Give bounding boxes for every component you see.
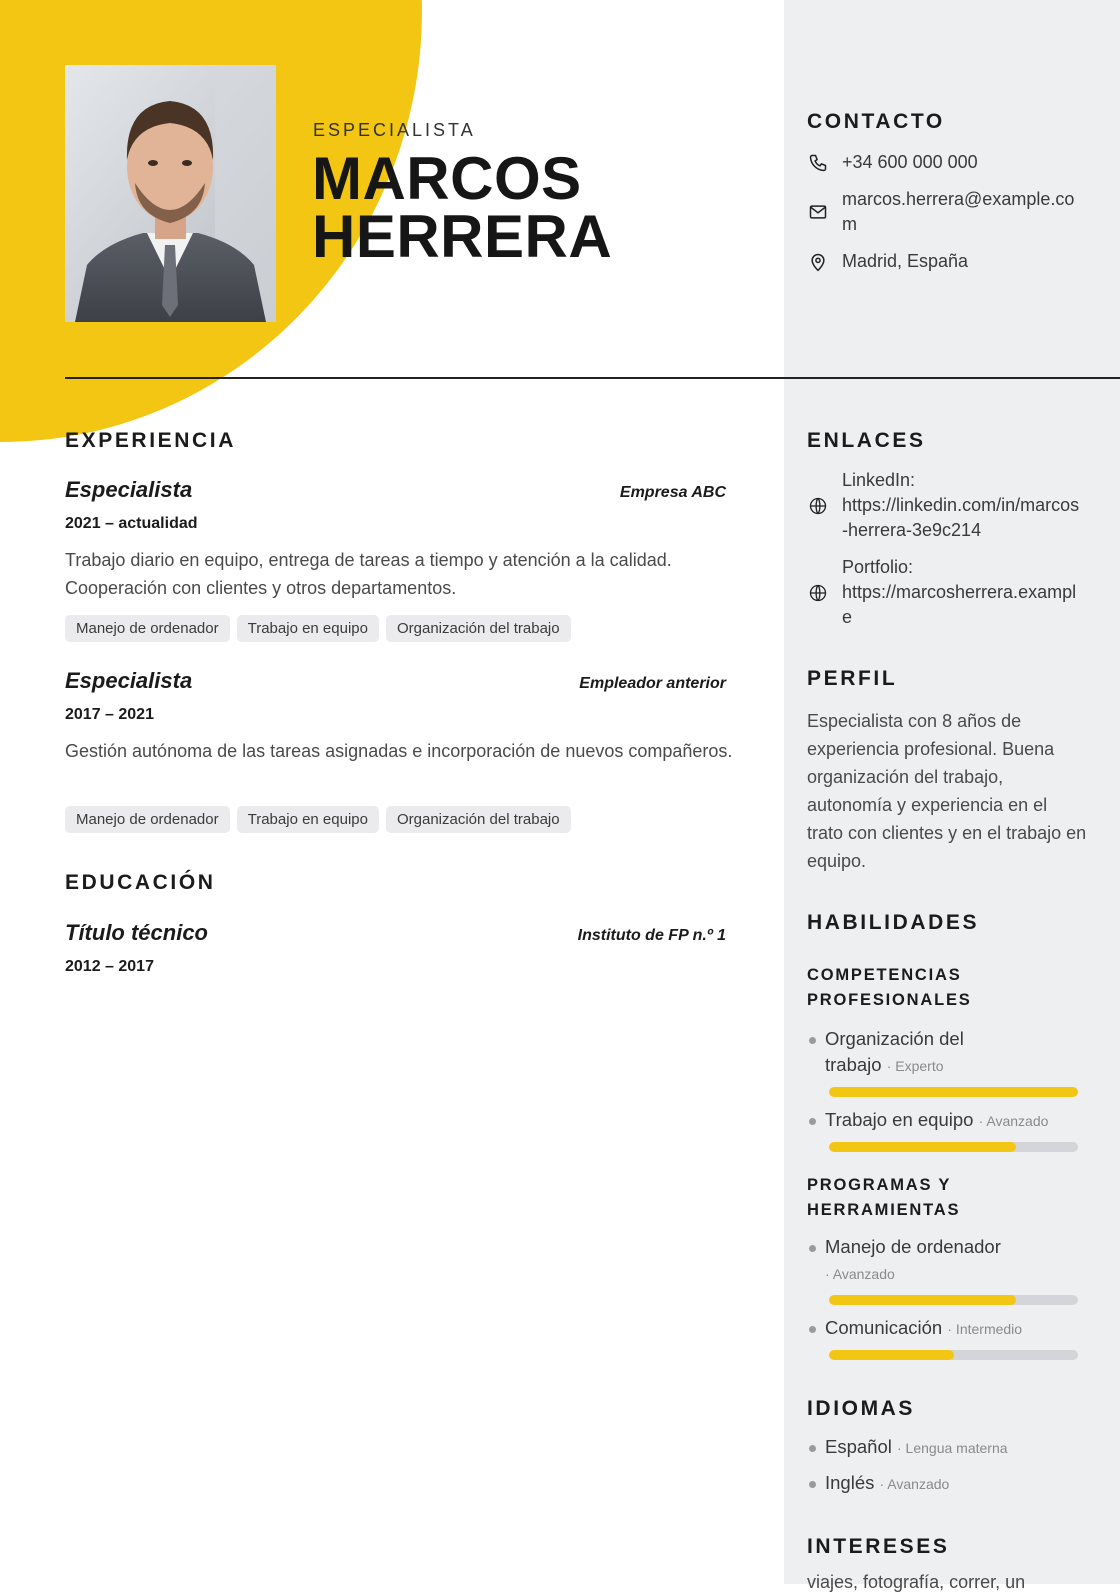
bullet-dot: [809, 1326, 816, 1333]
skill-level: · Experto: [886, 1058, 944, 1074]
section-title-education: EDUCACIÓN: [65, 871, 216, 894]
skill-level-bar: [829, 1142, 1078, 1152]
section-title-profile: PERFIL: [807, 667, 898, 690]
skill-level-bar: [829, 1295, 1078, 1305]
job-description: Trabajo diario en equipo, entrega de tareas a tiempo y atención a la calidad. Cooperación con clientes y otros departamentos.: [65, 550, 672, 598]
bullet-dot: [809, 1481, 816, 1488]
skill-level: · Avanzado: [978, 1113, 1049, 1129]
contact-location: [807, 249, 1082, 274]
skill-level: · Intermedio: [947, 1321, 1023, 1337]
skill-item: [807, 1107, 1079, 1152]
skill-tag: Manejo de ordenador: [65, 615, 230, 642]
contact-location-text: Madrid, España: [842, 251, 969, 271]
globe-icon: [807, 582, 829, 604]
language-level: · Avanzado: [879, 1476, 950, 1492]
first-name: MARCOS: [312, 145, 582, 212]
contact-phone[interactable]: [807, 150, 1082, 175]
skill-name: Trabajo en equipo: [825, 1109, 974, 1130]
job-dates: 2021 – actualidad: [65, 515, 198, 532]
link-url[interactable]: https://linkedin.com/in/marcos-herrera-3e9c214: [842, 495, 1080, 540]
link-portfolio[interactable]: [807, 555, 1082, 630]
skill-item: [807, 1026, 1079, 1097]
skill-level: · Avanzado: [825, 1266, 895, 1282]
person-name: [312, 145, 613, 270]
location-pin-icon: [807, 251, 829, 273]
last-name: HERRERA: [312, 203, 613, 270]
skill-tag: Organización del trabajo: [386, 615, 571, 642]
job-description: Gestión autónoma de las tareas asignadas e incorporación de nuevos compañeros.: [65, 741, 733, 761]
skill-level-bar: [829, 1350, 1078, 1360]
skill-tag: Organización del trabajo: [386, 806, 571, 833]
job-tags: [65, 615, 571, 642]
link-label: Portfolio:: [842, 557, 914, 577]
section-title-skills: HABILIDADES: [807, 911, 980, 934]
language-name: Español: [825, 1436, 892, 1457]
skill-level-fill: [829, 1350, 954, 1360]
education-degree: Título técnico: [65, 920, 208, 945]
bullet-dot: [809, 1445, 816, 1452]
profile-text: Especialista con 8 años de experiencia profesional. Buena organización del trabajo, autonomía y experiencia en el trato con clientes y en el trabajo en equipo.: [807, 711, 1087, 871]
contact-phone-text: +34 600 000 000: [842, 152, 978, 172]
language-level: · Lengua materna: [897, 1440, 1008, 1456]
job-company: Empleador anterior: [579, 675, 726, 692]
section-title-languages: IDIOMAS: [807, 1397, 916, 1420]
contact-email[interactable]: [807, 187, 1082, 237]
contact-email-text: marcos.herrera@example.com: [842, 189, 1075, 234]
skill-tag: Manejo de ordenador: [65, 806, 230, 833]
skill-name: Manejo de ordenador: [825, 1236, 1001, 1257]
language-item: [807, 1434, 1079, 1461]
link-url[interactable]: https://marcosherrera.example: [842, 582, 1077, 627]
globe-icon: [807, 495, 829, 517]
headline-role: ESPECIALISTA: [313, 120, 476, 140]
education-school: Instituto de FP n.º 1: [577, 927, 726, 944]
job-company: Empresa ABC: [619, 484, 726, 501]
profile-photo: [65, 65, 276, 322]
section-title-contact: CONTACTO: [807, 110, 945, 133]
job-dates: 2017 – 2021: [65, 706, 154, 723]
language-item: [807, 1470, 1079, 1497]
skill-level-fill: [829, 1142, 1016, 1152]
bullet-dot: [809, 1037, 816, 1044]
skill-name: Comunicación: [825, 1317, 943, 1338]
bullet-dot: [809, 1245, 816, 1252]
bullet-dot: [809, 1118, 816, 1125]
education-dates: 2012 – 2017: [65, 958, 154, 975]
skill-name: Organización del trabajo: [825, 1028, 964, 1075]
job-role: Especialista: [65, 668, 193, 693]
skill-group-title: PROGRAMAS Y HERRAMIENTAS: [807, 1176, 961, 1219]
job-role: Especialista: [65, 477, 193, 502]
skill-tag: Trabajo en equipo: [237, 615, 379, 642]
skill-item: [807, 1234, 1079, 1305]
skill-level-fill: [829, 1295, 1016, 1305]
mail-icon: [807, 201, 829, 223]
skill-tag: Trabajo en equipo: [237, 806, 379, 833]
link-label: LinkedIn:: [842, 470, 916, 490]
interests-text: viajes, fotografía, correr, un: [807, 1572, 1026, 1592]
skill-item: [807, 1315, 1079, 1360]
language-name: Inglés: [825, 1472, 875, 1493]
section-title-experience: EXPERIENCIA: [65, 429, 236, 452]
header-divider: [65, 377, 1120, 379]
job-tags: [65, 806, 571, 833]
section-title-links: ENLACES: [807, 429, 926, 452]
section-title-interests: INTERESES: [807, 1535, 950, 1558]
skill-group-title: COMPETENCIAS PROFESIONALES: [807, 966, 972, 1009]
phone-icon: [807, 152, 829, 174]
skill-level-bar: [829, 1087, 1078, 1097]
skill-level-fill: [829, 1087, 1078, 1097]
link-linkedin[interactable]: [807, 468, 1082, 543]
